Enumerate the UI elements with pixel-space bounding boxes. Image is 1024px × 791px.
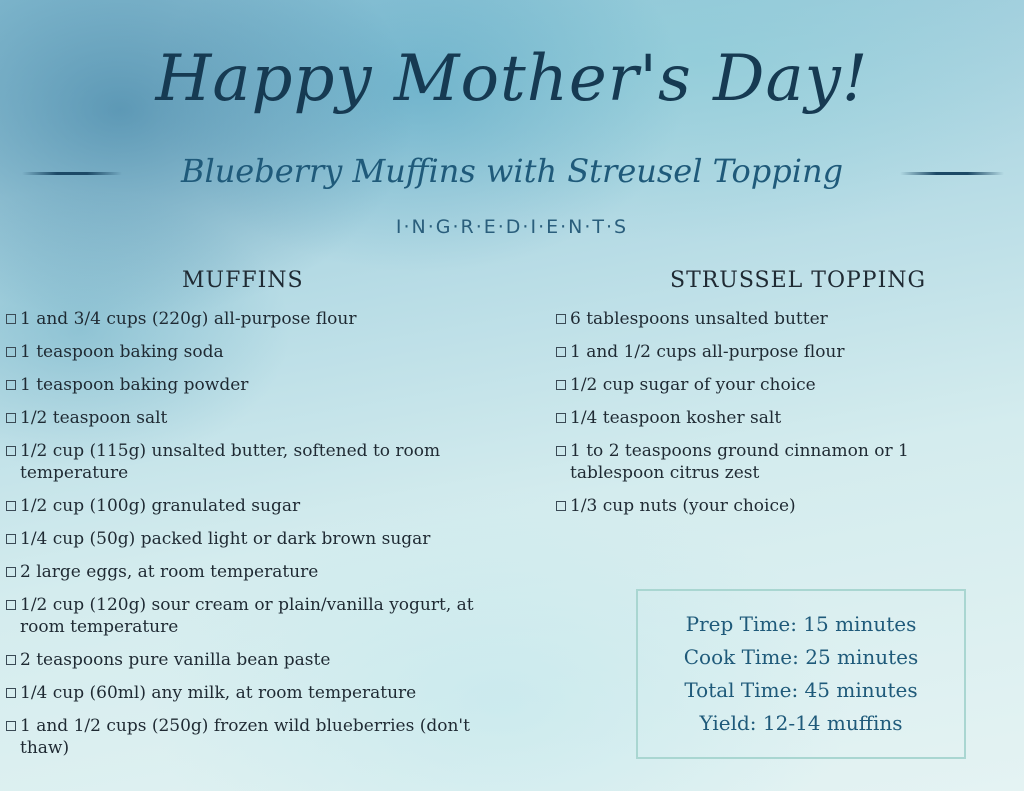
checkbox[interactable] xyxy=(6,314,16,324)
ingredient-text: 1 and 3/4 cups (220g) all-purpose flour xyxy=(20,309,357,329)
ingredients-heading: I·N·G·R·E·D·I·E·N·T·S xyxy=(395,216,629,238)
prep-time: Prep Time: 15 minutes xyxy=(685,612,917,636)
checkbox[interactable] xyxy=(6,688,16,698)
muffins-heading: MUFFINS xyxy=(182,268,304,293)
list-item xyxy=(6,440,476,484)
list-item xyxy=(6,649,476,671)
checkbox[interactable] xyxy=(6,567,16,577)
yield: Yield: 12-14 muffins xyxy=(699,711,903,735)
checkbox[interactable] xyxy=(6,380,16,390)
list-item xyxy=(556,495,996,517)
subtitle-row xyxy=(0,148,1024,198)
muffins-list xyxy=(6,308,476,770)
checkbox[interactable] xyxy=(556,380,566,390)
checkbox[interactable] xyxy=(6,446,16,456)
ingredient-text: 2 large eggs, at room temperature xyxy=(20,562,319,582)
checkbox[interactable] xyxy=(6,413,16,423)
ingredient-text: 1 and 1/2 cups (250g) frozen wild blueberries (don't thaw) xyxy=(20,716,470,758)
list-item xyxy=(556,440,996,484)
list-item xyxy=(6,308,476,330)
ingredient-text: 1/4 cup (50g) packed light or dark brown sugar xyxy=(20,529,431,549)
topping-list xyxy=(556,308,996,528)
ingredient-text: 6 tablespoons unsalted butter xyxy=(570,309,828,329)
list-item xyxy=(6,407,476,429)
ingredient-text: 1 to 2 teaspoons ground cinnamon or 1 tablespoon citrus zest xyxy=(570,441,909,483)
list-item xyxy=(6,561,476,583)
ingredient-text: 1/2 cup (100g) granulated sugar xyxy=(20,496,301,516)
list-item xyxy=(6,528,476,550)
topping-heading: STRUSSEL TOPPING xyxy=(670,268,927,293)
total-time: Total Time: 45 minutes xyxy=(684,678,918,702)
list-item xyxy=(6,495,476,517)
list-item xyxy=(556,308,996,330)
list-item xyxy=(556,341,996,363)
ingredient-text: 1/2 teaspoon salt xyxy=(20,408,168,428)
checkbox[interactable] xyxy=(6,347,16,357)
ingredient-text: 1/2 cup sugar of your choice xyxy=(570,375,816,395)
cook-time: Cook Time: 25 minutes xyxy=(683,645,919,669)
list-item xyxy=(6,594,476,638)
checkbox[interactable] xyxy=(556,314,566,324)
checkbox[interactable] xyxy=(6,501,16,511)
ingredient-text: 1/4 cup (60ml) any milk, at room temperature xyxy=(20,683,417,703)
checkbox[interactable] xyxy=(6,721,16,731)
ingredient-text: 1/2 cup (120g) sour cream or plain/vanilla yogurt, at room temperature xyxy=(20,595,474,637)
timing-info-box xyxy=(636,589,966,759)
ingredient-text: 1/2 cup (115g) unsalted butter, softened to room temperature xyxy=(20,441,441,483)
checkbox[interactable] xyxy=(556,446,566,456)
checkbox[interactable] xyxy=(556,413,566,423)
ingredient-text: 1 teaspoon baking soda xyxy=(20,342,224,362)
checkbox[interactable] xyxy=(556,347,566,357)
recipe-subtitle: Blueberry Muffins with Streusel Topping xyxy=(180,152,844,190)
list-item xyxy=(556,374,996,396)
checkbox[interactable] xyxy=(6,655,16,665)
ingredient-text: 1 teaspoon baking powder xyxy=(20,375,249,395)
checkbox[interactable] xyxy=(6,534,16,544)
ingredient-text: 1/4 teaspoon kosher salt xyxy=(570,408,782,428)
ingredient-text: 2 teaspoons pure vanilla bean paste xyxy=(20,650,331,670)
ingredient-text: 1 and 1/2 cups all-purpose flour xyxy=(570,342,845,362)
list-item xyxy=(6,682,476,704)
list-item xyxy=(6,715,476,759)
list-item xyxy=(6,341,476,363)
checkbox[interactable] xyxy=(6,600,16,610)
ingredient-text: 1/3 cup nuts (your choice) xyxy=(570,496,796,516)
page-title: Happy Mother's Day! xyxy=(155,42,869,116)
list-item xyxy=(6,374,476,396)
list-item xyxy=(556,407,996,429)
decorative-rule-right xyxy=(900,172,1004,175)
checkbox[interactable] xyxy=(556,501,566,511)
